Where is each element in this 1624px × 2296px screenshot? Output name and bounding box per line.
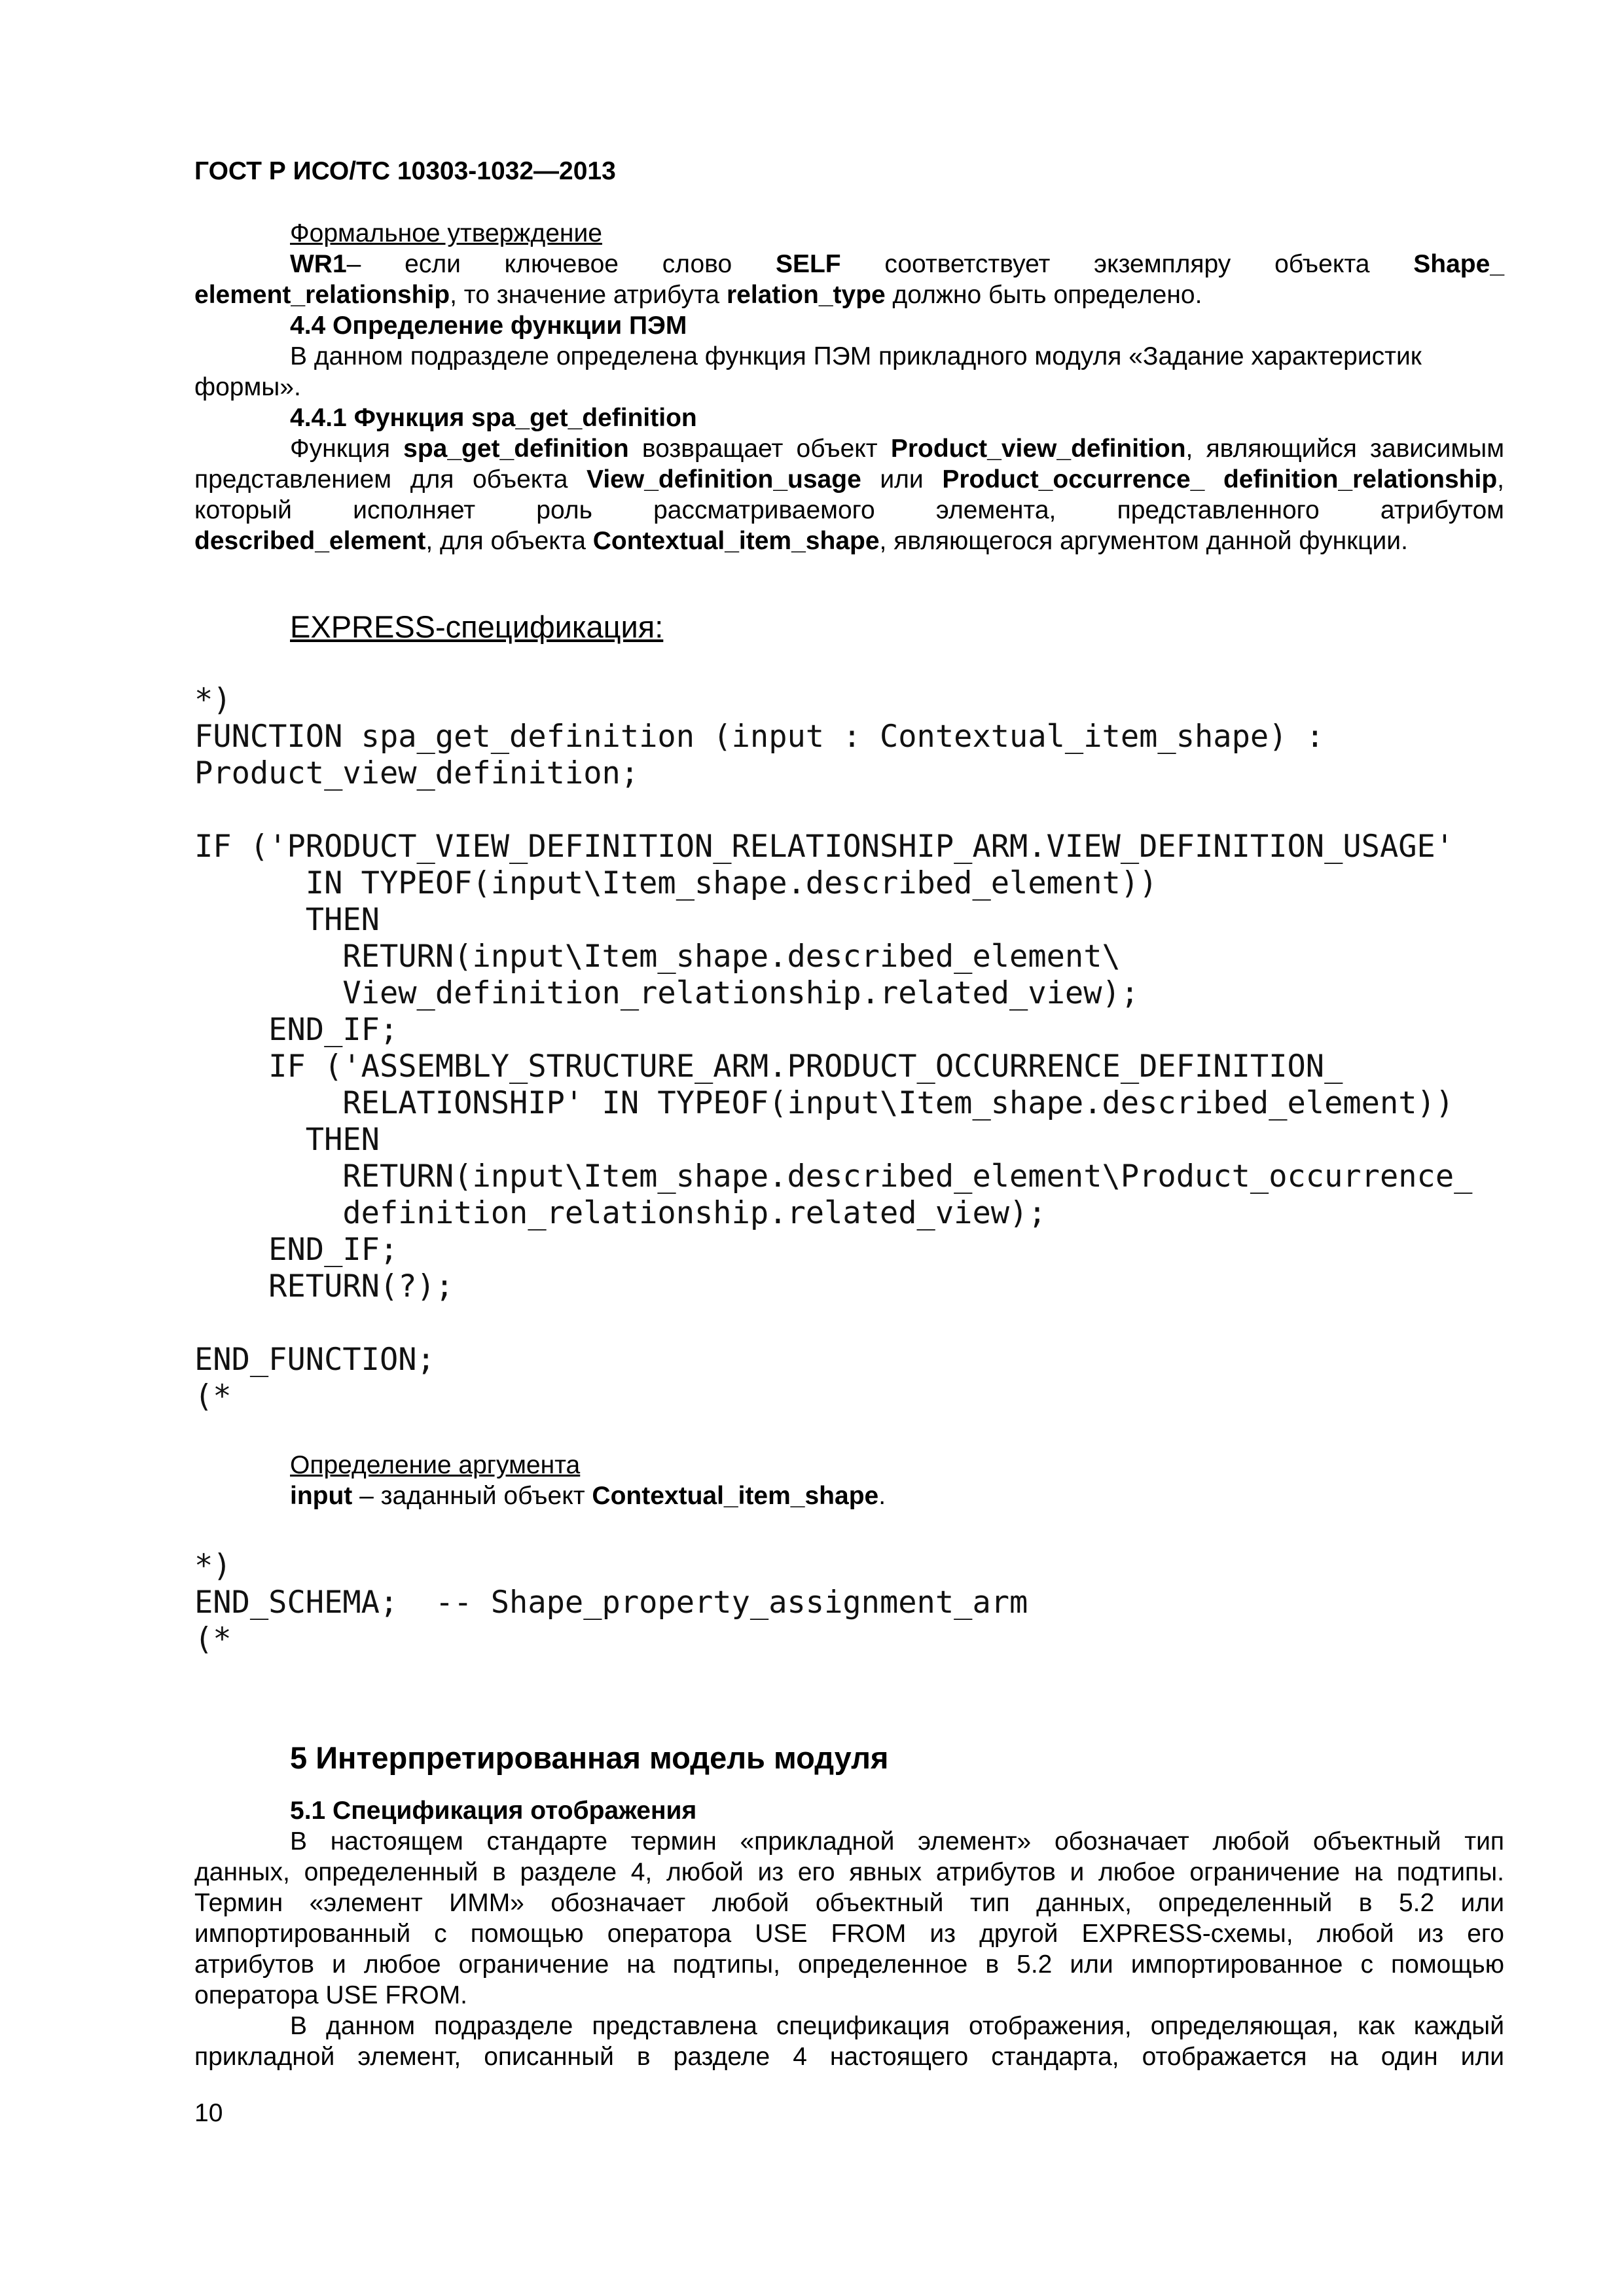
wr1-line bbox=[290, 249, 1504, 279]
express-spec-label: EXPRESS-спецификация: bbox=[290, 609, 664, 644]
code-line-5: IF ('PRODUCT_VIEW_DEFINITION_RELATIONSHIP_ARM.VIEW_DEFINITION_USAGE' bbox=[194, 829, 1454, 865]
section-5-1-line-1: В настоящем стандарте термин «прикладной элемент» обозначает любой объектный тип bbox=[290, 1827, 1504, 1856]
section-5-heading: 5 Интерпретированная модель модуля bbox=[290, 1740, 889, 1775]
section-5-1-line-4: импортированный с помощью оператора USE FROM из другой EXPRESS-схемы, любой из его bbox=[194, 1920, 1504, 1948]
code-line-1: *) bbox=[194, 682, 232, 718]
entity-name: View_definition_usage bbox=[586, 465, 861, 493]
wr1-line2-text: , то значение атрибута bbox=[450, 281, 727, 309]
section-5-1-line-2: данных, определенный в разделе 4, любой из его явных атрибутов и любое ограничение на подтипы. bbox=[194, 1858, 1504, 1886]
section-4-4-1-line-4 bbox=[194, 526, 1408, 556]
attribute-name: described_element bbox=[194, 527, 426, 555]
element-relationship-term: element_relationship bbox=[194, 281, 450, 309]
shape-keyword: Shape_ bbox=[1413, 250, 1505, 278]
wr1-line2-end: должно быть определено. bbox=[885, 281, 1202, 309]
code2-line-3: (* bbox=[194, 1621, 232, 1657]
entity-name: Product_occurrence_ definition_relationship bbox=[942, 465, 1498, 493]
argument-definition-text bbox=[290, 1480, 886, 1511]
section-4-4-1-line-2 bbox=[194, 464, 1504, 495]
section-4-4-1-line-1 bbox=[290, 433, 1504, 464]
section-5-1-heading: 5.1 Спецификация отображения bbox=[290, 1797, 697, 1825]
document-header: ГОСТ Р ИСО/ТС 10303-1032—2013 bbox=[194, 157, 616, 185]
argument-definition-label: Определение аргумента bbox=[290, 1451, 581, 1479]
section-4-4-heading: 4.4 Определение функции ПЭМ bbox=[290, 312, 687, 340]
code-line-8: RETURN(input\Item_shape.described_element\ bbox=[194, 939, 1121, 975]
code-line-11: IF ('ASSEMBLY_STRUCTURE_ARM.PRODUCT_OCCURRENCE_DEFINITION_ bbox=[194, 1049, 1343, 1085]
code-line-17: RETURN(?); bbox=[194, 1268, 454, 1304]
section-4-4-text: В данном подразделе определена функция ПЭМ прикладного модуля «Задание характеристик bbox=[290, 342, 1422, 370]
section-4-4-1-line-3: который исполняет роль рассматриваемого элемента, представленного атрибутом bbox=[194, 496, 1504, 524]
wr1-line-2 bbox=[194, 279, 1202, 310]
section-5-1-line-5: атрибутов и любое ограничение на подтипы, определенное в 5.2 или импортированное с помощью bbox=[194, 1950, 1504, 1979]
entity-name: Contextual_item_shape bbox=[592, 1482, 879, 1510]
code-line-16: END_IF; bbox=[194, 1232, 399, 1268]
code-line-19: END_FUNCTION; bbox=[194, 1342, 435, 1378]
text-span: , являющегося аргументом данной функции. bbox=[879, 527, 1408, 555]
wr1-mid: соответствует экземпляру объекта bbox=[840, 250, 1414, 278]
text-span: , являющийся зависимым bbox=[1185, 435, 1505, 463]
page-number: 10 bbox=[194, 2099, 223, 2127]
section-5-1-line-7: В данном подразделе представлена спецификация отображения, определяющая, как каждый bbox=[290, 2012, 1504, 2040]
entity-name: Contextual_item_shape bbox=[592, 527, 880, 555]
code2-line-2: END_SCHEMA; -- Shape_property_assignment_arm bbox=[194, 1585, 1028, 1621]
function-name: spa_get_definition bbox=[403, 435, 629, 463]
wr1-text: – если ключевое слово bbox=[346, 250, 776, 278]
code-line-6: IN TYPEOF(input\Item_shape.described_element)) bbox=[194, 865, 1158, 901]
code-line-15: definition_relationship.related_view); bbox=[194, 1195, 1047, 1231]
argument-name: input bbox=[290, 1482, 353, 1510]
code2-line-1: *) bbox=[194, 1548, 232, 1584]
section-5-1-line-8: прикладной элемент, описанный в разделе 4 настоящего стандарта, отображается на один или bbox=[194, 2043, 1504, 2071]
code-line-10: END_IF; bbox=[194, 1012, 399, 1048]
text-span: представлением для объекта bbox=[194, 465, 587, 493]
text-span: , bbox=[1497, 465, 1504, 493]
self-keyword: SELF bbox=[775, 250, 841, 278]
text-span: . bbox=[878, 1482, 886, 1510]
section-5-1-line-3: Термин «элемент ИММ» обозначает любой объектный тип данных, определенный в 5.2 или bbox=[194, 1889, 1504, 1917]
text-span: – заданный объект bbox=[352, 1482, 592, 1510]
code-line-9: View_definition_relationship.related_view); bbox=[194, 975, 1140, 1011]
formal-statement-label: Формальное утверждение bbox=[290, 219, 602, 247]
text-span: , для объекта bbox=[425, 527, 593, 555]
code-line-13: THEN bbox=[194, 1122, 380, 1158]
text-span: возвращает объект bbox=[628, 435, 891, 463]
text-span: или bbox=[861, 465, 943, 493]
return-type: Product_view_definition bbox=[890, 435, 1186, 463]
code-line-14: RETURN(input\Item_shape.described_element\Product_occurrence_ bbox=[194, 1158, 1473, 1194]
code-line-3: Product_view_definition; bbox=[194, 755, 640, 791]
code-line-7: THEN bbox=[194, 902, 380, 938]
section-4-4-text-end: формы». bbox=[194, 373, 301, 401]
code-line-2: FUNCTION spa_get_definition (input : Contextual_item_shape) : bbox=[194, 719, 1325, 755]
relation-type-term: relation_type bbox=[726, 281, 886, 309]
code-line-20: (* bbox=[194, 1378, 232, 1414]
code-line-12: RELATIONSHIP' IN TYPEOF(input\Item_shape.described_element)) bbox=[194, 1085, 1454, 1121]
text-span: Функция bbox=[290, 435, 404, 463]
section-5-1-line-6: оператора USE FROM. bbox=[194, 1981, 468, 2009]
wr1-key: WR1 bbox=[290, 250, 347, 278]
section-4-4-1-heading: 4.4.1 Функция spa_get_definition bbox=[290, 404, 697, 432]
